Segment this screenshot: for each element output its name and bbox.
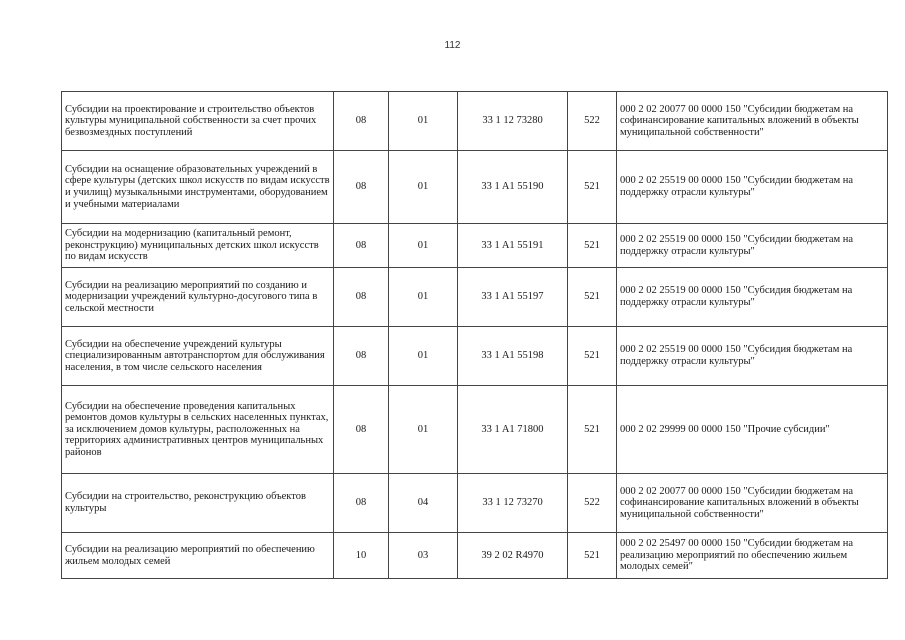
subsidy-name-cell: Субсидии на обеспечение проведения капитальных ремонтов домов культуры в сельских населенных пунктах, за исключением домов культуры, расположенных на территориях административных центров муниципальных районов [62,386,334,474]
target-article-cell: 33 1 12 73270 [458,474,568,533]
subsection-code-cell: 01 [389,92,458,151]
expense-type-cell: 521 [568,327,617,386]
target-article-cell: 33 1 A1 55198 [458,327,568,386]
expense-type-cell: 522 [568,474,617,533]
subsection-code-cell: 01 [389,268,458,327]
target-article-cell: 33 1 A1 55191 [458,224,568,268]
subsidy-name-cell: Субсидии на обеспечение учреждений культуры специализированным автотранспортом для обслуживания населения, в том числе сельского населения [62,327,334,386]
expense-type-cell: 521 [568,151,617,224]
table-row [62,268,888,327]
subsidy-name-cell: Субсидии на проектирование и строительство объектов культуры муниципальной собственности за счет прочих безвозмездных поступлений [62,92,334,151]
target-article-cell: 39 2 02 R4970 [458,533,568,579]
table-row [62,327,888,386]
subsidy-name-cell: Субсидии на реализацию мероприятий по обеспечению жильем молодых семей [62,533,334,579]
table-row [62,92,888,151]
revenue-code-cell: 000 2 02 20077 00 0000 150 "Субсидии бюджетам на софинансирование капитальных вложений в объекты муниципальной собственности" [617,92,888,151]
table-row [62,533,888,579]
revenue-code-cell: 000 2 02 29999 00 0000 150 "Прочие субсидии" [617,386,888,474]
subsidy-table [61,91,888,579]
target-article-cell: 33 1 A1 71800 [458,386,568,474]
expense-type-cell: 521 [568,224,617,268]
subsection-code-cell: 04 [389,474,458,533]
section-code-cell: 10 [334,533,389,579]
subsection-code-cell: 01 [389,386,458,474]
section-code-cell: 08 [334,224,389,268]
expense-type-cell: 521 [568,386,617,474]
section-code-cell: 08 [334,92,389,151]
subsection-code-cell: 03 [389,533,458,579]
subsidy-name-cell: Субсидии на строительство, реконструкцию объектов культуры [62,474,334,533]
table-row [62,224,888,268]
section-code-cell: 08 [334,474,389,533]
subsection-code-cell: 01 [389,151,458,224]
section-code-cell: 08 [334,327,389,386]
table-row [62,474,888,533]
target-article-cell: 33 1 A1 55190 [458,151,568,224]
section-code-cell: 08 [334,386,389,474]
section-code-cell: 08 [334,151,389,224]
page-number: 112 [444,40,461,51]
subsection-code-cell: 01 [389,224,458,268]
revenue-code-cell: 000 2 02 25519 00 0000 150 "Субсидии бюджетам на поддержку отрасли культуры" [617,151,888,224]
expense-type-cell: 522 [568,92,617,151]
table-row [62,386,888,474]
revenue-code-cell: 000 2 02 25519 00 0000 150 "Субсидия бюджетам на поддержку отрасли культуры" [617,327,888,386]
revenue-code-cell: 000 2 02 20077 00 0000 150 "Субсидии бюджетам на софинансирование капитальных вложений в объекты муниципальной собственности" [617,474,888,533]
revenue-code-cell: 000 2 02 25519 00 0000 150 "Субсидия бюджетам на поддержку отрасли культуры" [617,268,888,327]
subsection-code-cell: 01 [389,327,458,386]
subsidy-name-cell: Субсидии на модернизацию (капитальный ремонт, реконструкцию) муниципальных детских школ искусств по видам искусств [62,224,334,268]
subsidy-name-cell: Субсидии на реализацию мероприятий по созданию и модернизации учреждений культурно-досугового типа в сельской местности [62,268,334,327]
target-article-cell: 33 1 12 73280 [458,92,568,151]
revenue-code-cell: 000 2 02 25519 00 0000 150 "Субсидии бюджетам на поддержку отрасли культуры" [617,224,888,268]
expense-type-cell: 521 [568,533,617,579]
subsidy-name-cell: Субсидии на оснащение образовательных учреждений в сфере культуры (детских школ искусств по видам искусств и училищ) музыкальными инструментами, оборудованием и учебными материалами [62,151,334,224]
table-row [62,151,888,224]
expense-type-cell: 521 [568,268,617,327]
revenue-code-cell: 000 2 02 25497 00 0000 150 "Субсидии бюджетам на реализацию мероприятий по обеспечению жильем молодых семей" [617,533,888,579]
target-article-cell: 33 1 A1 55197 [458,268,568,327]
section-code-cell: 08 [334,268,389,327]
